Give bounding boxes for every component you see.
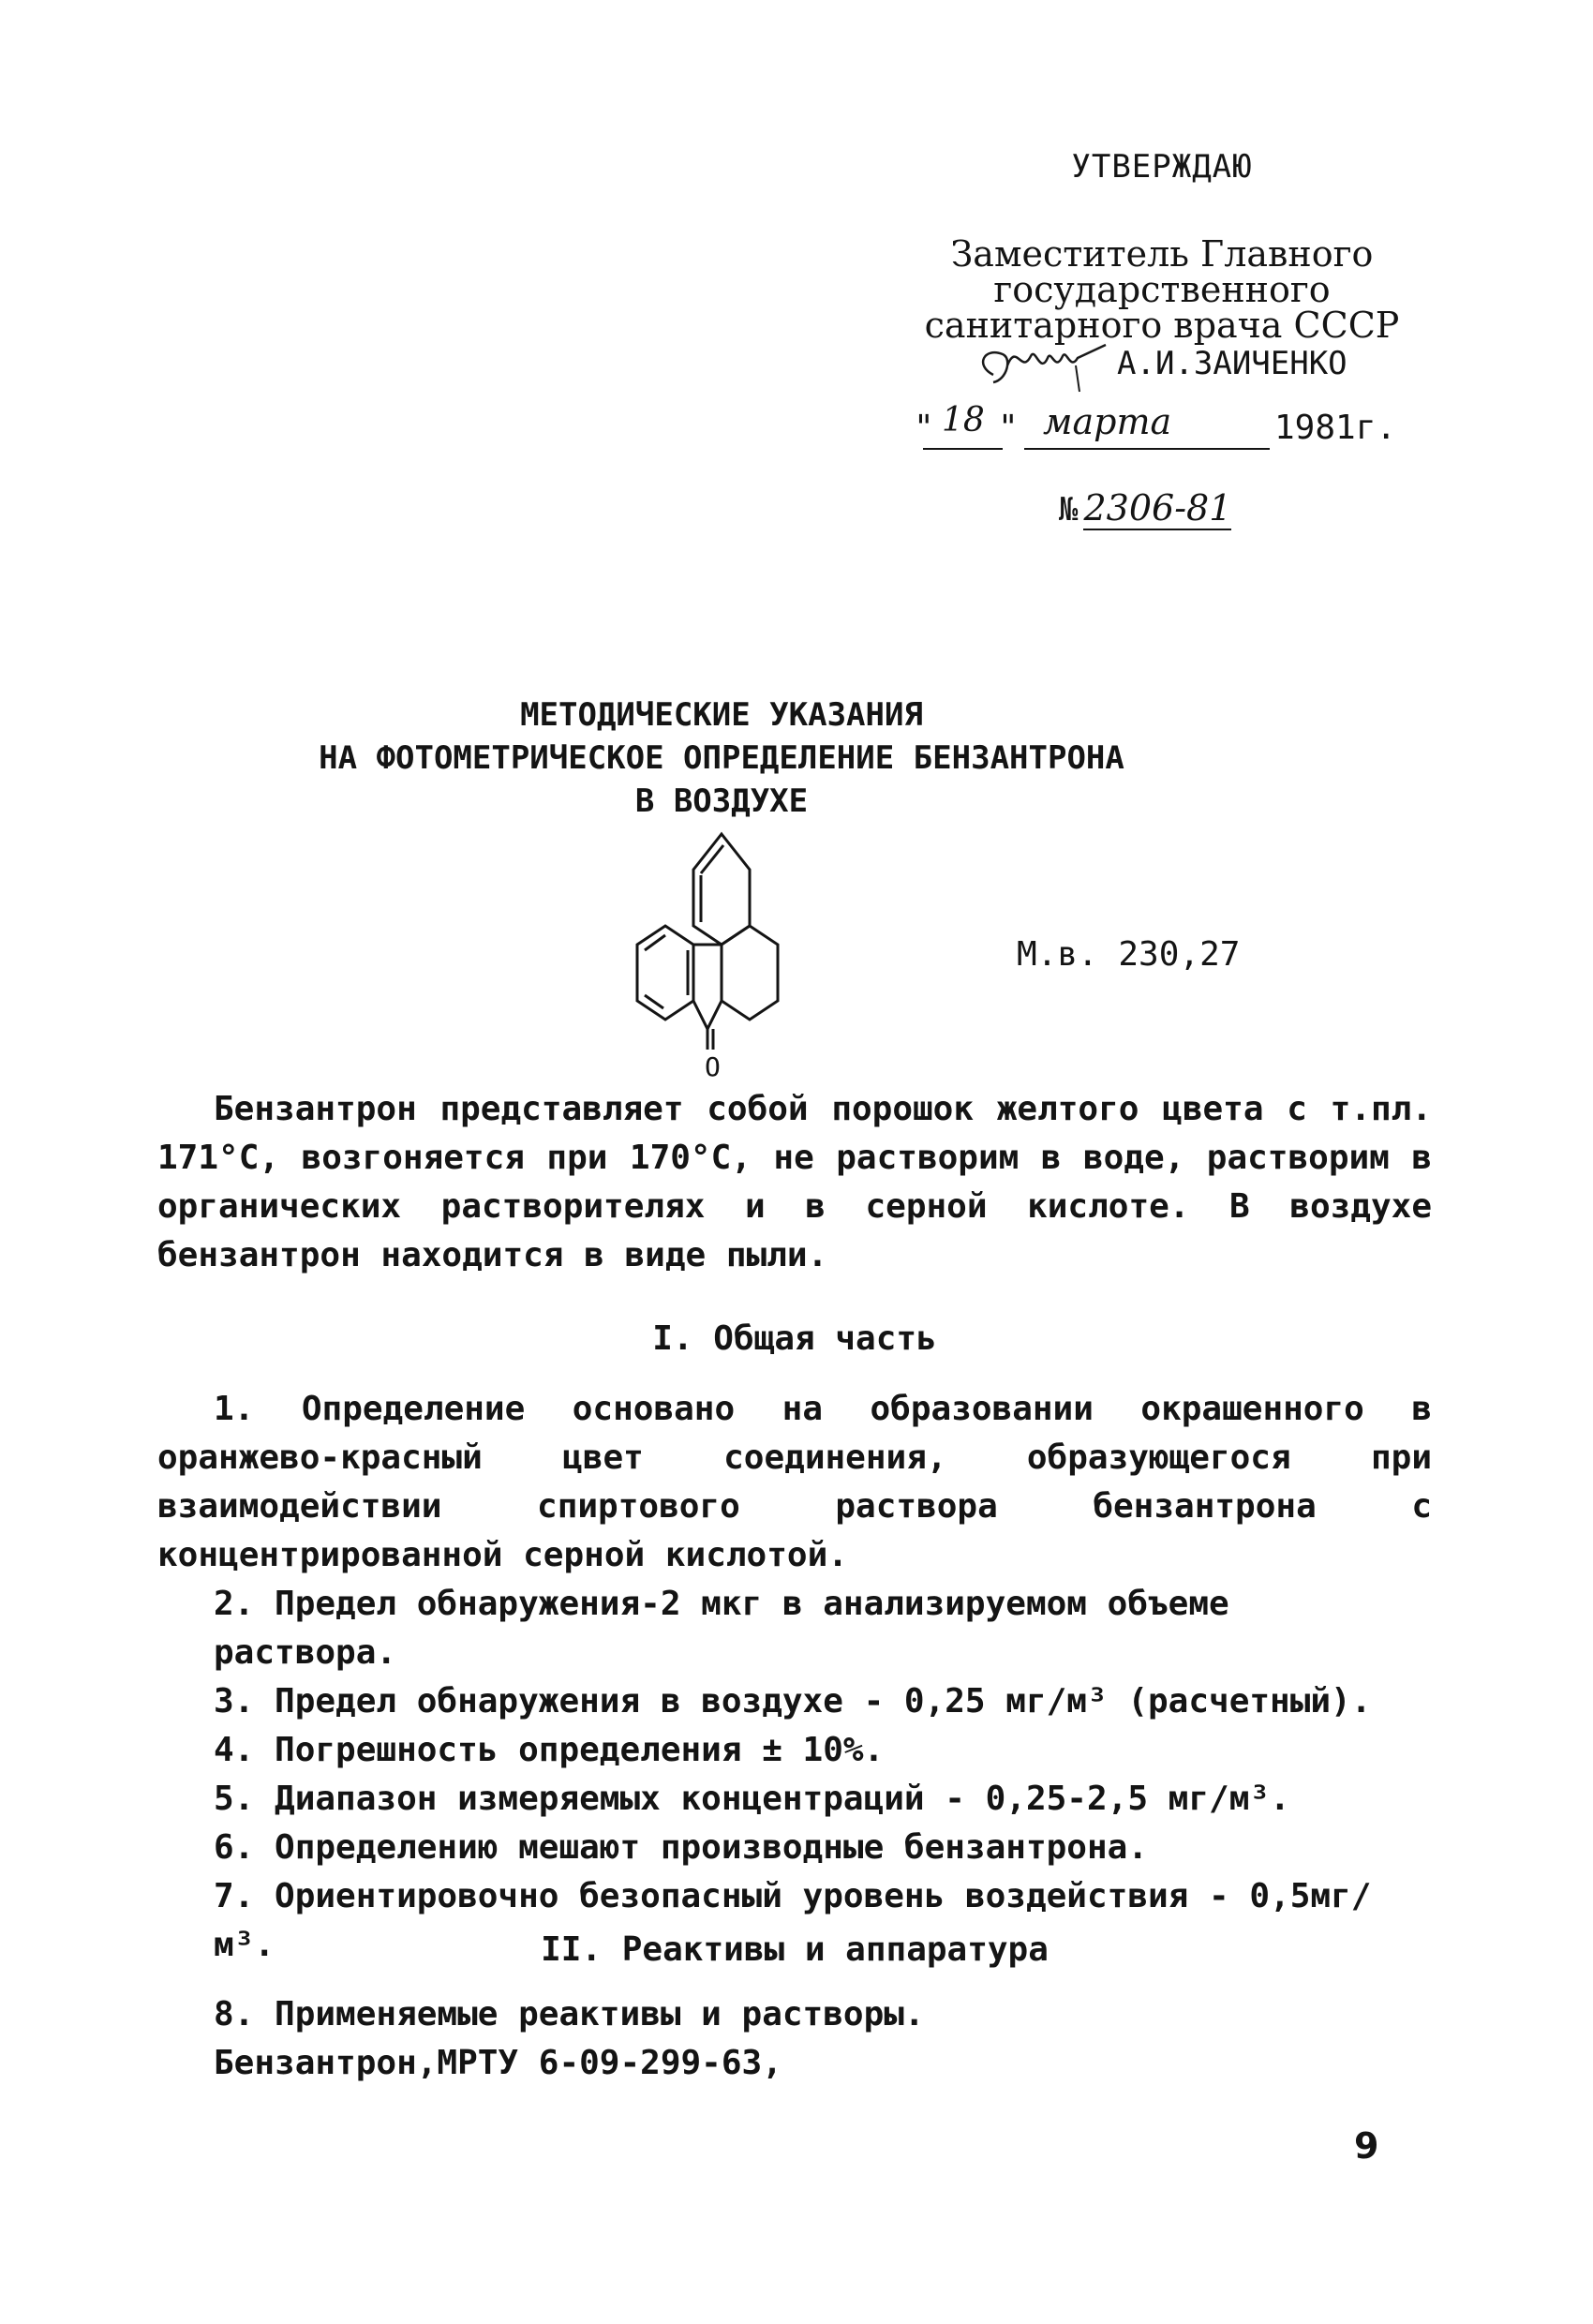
list-item: 2. Предел обнаружения-2 мкг в анализируемом объеме раствора. — [214, 1585, 1229, 1672]
signature-line — [965, 337, 1527, 394]
signatory-name: А.И.ЗАИЧЕНКО — [1117, 345, 1347, 382]
position-line-1: Заместитель Главного — [950, 233, 1374, 275]
section-2-heading: II. Реактивы и аппаратура — [541, 1930, 1049, 1969]
date-quote-open: " — [914, 409, 934, 447]
section-1-list — [157, 1385, 1432, 1970]
handwritten-signature — [965, 337, 1124, 394]
list-item: 8. Применяемые реактивы и растворы. — [214, 1995, 925, 2034]
title-line-2: НА ФОТОМЕТРИЧЕСКОЕ ОПРЕДЕЛЕНИЕ БЕНЗАНТРОНА — [319, 739, 1124, 777]
list-item: 7. Ориентировочно безопасный уровень воздействия - 0,5мг/м³. — [214, 1877, 1372, 1964]
list-item: 4. Погрешность определения ± 10%. — [214, 1731, 885, 1769]
intro-paragraph: Бензантрон представляет собой порошок желтого цвета с т.пл. 171°С, возгоняется при 170°С, не растворим в воде, растворим в органических растворителях и в серной кислоте. В воздухе бензантрон находится в виде пыли. — [157, 1090, 1432, 1274]
list-item: Бензантрон,МРТУ 6-09-299-63, — [214, 2044, 782, 2082]
intro-paragraph-block — [157, 1085, 1432, 1280]
position-line-3: санитарного врача СССР — [924, 305, 1400, 346]
list-item: 6. Определению мешают производные бензантрона. — [214, 1828, 1148, 1867]
date-quote-close: " — [998, 409, 1019, 447]
ring-left — [637, 926, 693, 1020]
oxygen-label: O — [705, 1051, 721, 1082]
month-underline — [1024, 448, 1270, 450]
section-1-heading: I. Общая часть — [652, 1319, 937, 1358]
day-underline — [923, 448, 1003, 450]
approval-position — [881, 233, 1443, 346]
position-line-2: государственного — [993, 269, 1331, 310]
ring-right — [722, 926, 778, 1020]
ring-center — [693, 945, 722, 1029]
title-line-1: МЕТОДИЧЕСКИЕ УКАЗАНИЯ — [520, 696, 923, 734]
list-item: 3. Предел обнаружения в воздухе - 0,25 мг/м³ (расчетный). — [214, 1682, 1372, 1721]
list-item: 5. Диапазон измеряемых концентраций - 0,25-2,5 мг/м³. — [214, 1780, 1290, 1818]
molecular-weight: М.в. 230,27 — [1017, 935, 1241, 974]
number-value: 2306-81 — [1083, 487, 1232, 529]
section-2-list — [157, 1990, 1432, 2088]
approval-date — [914, 401, 1476, 467]
page-number: 9 — [1354, 2125, 1379, 2167]
document-title — [281, 693, 1162, 823]
approval-block — [881, 148, 1443, 346]
document-number — [1059, 487, 1231, 529]
list-item: 1. Определение основано на образовании окрашенного в оранжево-красный цвет соединения, образующегося при взаимодействии спиртового раствора бензантрона с концентрированной серной кислотой. — [157, 1390, 1432, 1574]
approval-heading: УТВЕРЖДАЮ — [1071, 148, 1253, 186]
benzanthrone-structure — [600, 825, 825, 1106]
date-year: 1981г. — [1274, 409, 1397, 447]
date-month: марта — [1043, 401, 1172, 442]
title-line-3: В ВОЗДУХЕ — [634, 782, 809, 820]
date-day: 18 — [942, 401, 985, 439]
number-prefix: № — [1059, 491, 1079, 529]
